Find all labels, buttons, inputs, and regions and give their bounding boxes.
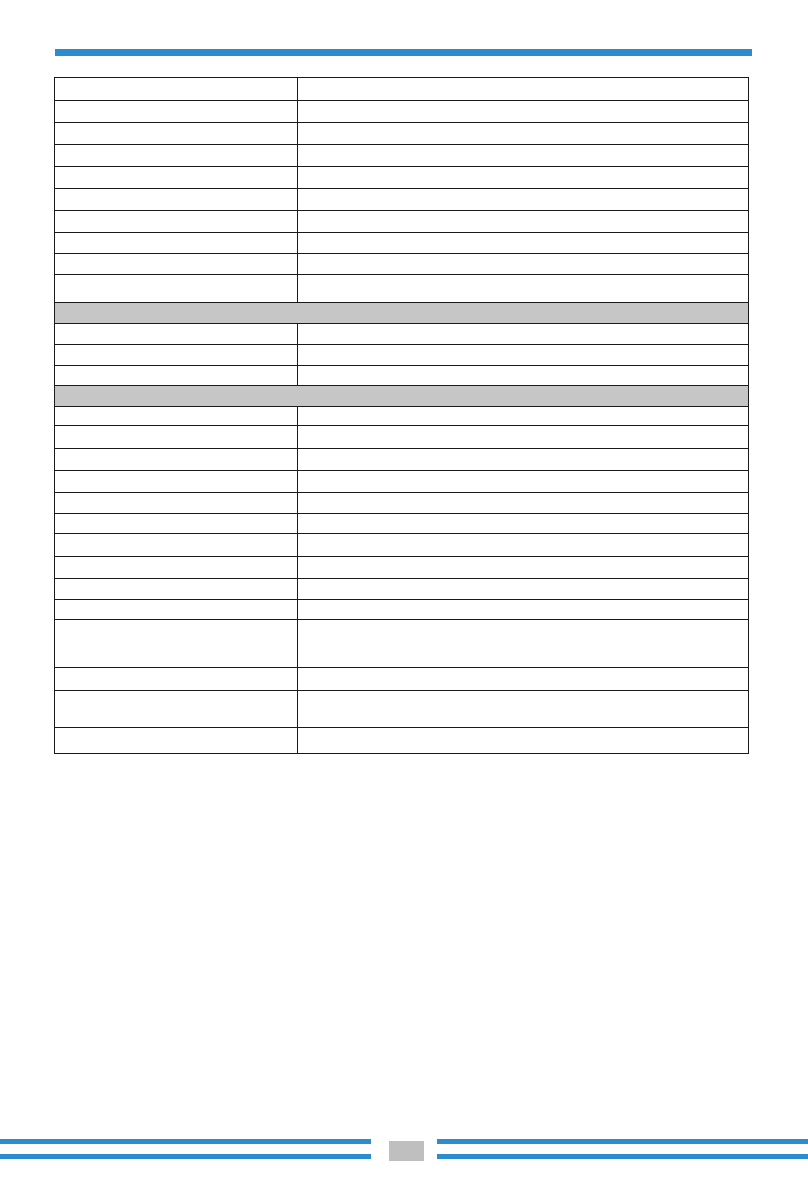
- parameter-cell: [55, 254, 298, 275]
- parameter-cell: [55, 324, 298, 345]
- parameter-cell: [55, 557, 298, 579]
- table-row: [55, 426, 749, 449]
- section-header-cell: [55, 303, 749, 324]
- value-cell: [298, 101, 749, 123]
- table-row: [55, 407, 749, 426]
- spec-table: [54, 77, 749, 754]
- parameter-cell: [55, 78, 298, 101]
- parameter-cell: [55, 691, 298, 728]
- value-cell: [298, 78, 749, 101]
- footer-rule-right-bottom: [437, 1154, 808, 1159]
- table-row: [55, 123, 749, 145]
- section-row: [55, 386, 749, 407]
- parameter-cell: [55, 728, 298, 754]
- table-row: [55, 366, 749, 386]
- table-row: [55, 345, 749, 366]
- table-row: [55, 145, 749, 167]
- table-row: [55, 324, 749, 345]
- value-cell: [298, 557, 749, 579]
- footer-rule-left-top: [0, 1139, 371, 1144]
- value-cell: [298, 620, 749, 668]
- table-row: [55, 78, 749, 101]
- value-cell: [298, 189, 749, 211]
- value-cell: [298, 449, 749, 471]
- value-cell: [298, 145, 749, 167]
- parameter-cell: [55, 145, 298, 167]
- parameter-cell: [55, 471, 298, 493]
- table-row: [55, 557, 749, 579]
- table-row: [55, 514, 749, 534]
- parameter-cell: [55, 579, 298, 600]
- parameter-cell: [55, 534, 298, 557]
- parameter-cell: [55, 366, 298, 386]
- table-row: [55, 275, 749, 303]
- table-row: [55, 471, 749, 493]
- parameter-cell: [55, 620, 298, 668]
- table-row: [55, 233, 749, 254]
- parameter-cell: [55, 426, 298, 449]
- parameter-cell: [55, 101, 298, 123]
- parameter-cell: [55, 493, 298, 514]
- page-number-badge: [389, 1141, 424, 1161]
- table-row: [55, 600, 749, 620]
- table-row: [55, 691, 749, 728]
- table-row: [55, 728, 749, 754]
- value-cell: [298, 233, 749, 254]
- parameter-cell: [55, 211, 298, 233]
- footer-rule-right-top: [437, 1139, 808, 1144]
- value-cell: [298, 345, 749, 366]
- spec-table-body: [55, 78, 749, 754]
- table-row: [55, 211, 749, 233]
- value-cell: [298, 324, 749, 345]
- parameter-cell: [55, 514, 298, 534]
- table-row: [55, 101, 749, 123]
- value-cell: [298, 275, 749, 303]
- table-row: [55, 254, 749, 275]
- value-cell: [298, 254, 749, 275]
- value-cell: [298, 366, 749, 386]
- parameter-cell: [55, 449, 298, 471]
- parameter-cell: [55, 600, 298, 620]
- header-rule: [55, 49, 752, 56]
- value-cell: [298, 471, 749, 493]
- value-cell: [298, 534, 749, 557]
- value-cell: [298, 728, 749, 754]
- parameter-cell: [55, 123, 298, 145]
- parameter-cell: [55, 345, 298, 366]
- value-cell: [298, 493, 749, 514]
- value-cell: [298, 579, 749, 600]
- parameter-cell: [55, 233, 298, 254]
- table-row: [55, 579, 749, 600]
- value-cell: [298, 691, 749, 728]
- table-row: [55, 620, 749, 668]
- value-cell: [298, 123, 749, 145]
- value-cell: [298, 426, 749, 449]
- parameter-cell: [55, 407, 298, 426]
- value-cell: [298, 407, 749, 426]
- value-cell: [298, 668, 749, 691]
- table-row: [55, 449, 749, 471]
- parameter-cell: [55, 275, 298, 303]
- table-row: [55, 668, 749, 691]
- parameter-cell: [55, 167, 298, 189]
- parameter-cell: [55, 668, 298, 691]
- table-row: [55, 167, 749, 189]
- value-cell: [298, 600, 749, 620]
- table-row: [55, 493, 749, 514]
- value-cell: [298, 167, 749, 189]
- section-header-cell: [55, 386, 749, 407]
- value-cell: [298, 211, 749, 233]
- footer-rule-left-bottom: [0, 1154, 371, 1159]
- parameter-cell: [55, 189, 298, 211]
- value-cell: [298, 514, 749, 534]
- table-row: [55, 534, 749, 557]
- table-row: [55, 189, 749, 211]
- section-row: [55, 303, 749, 324]
